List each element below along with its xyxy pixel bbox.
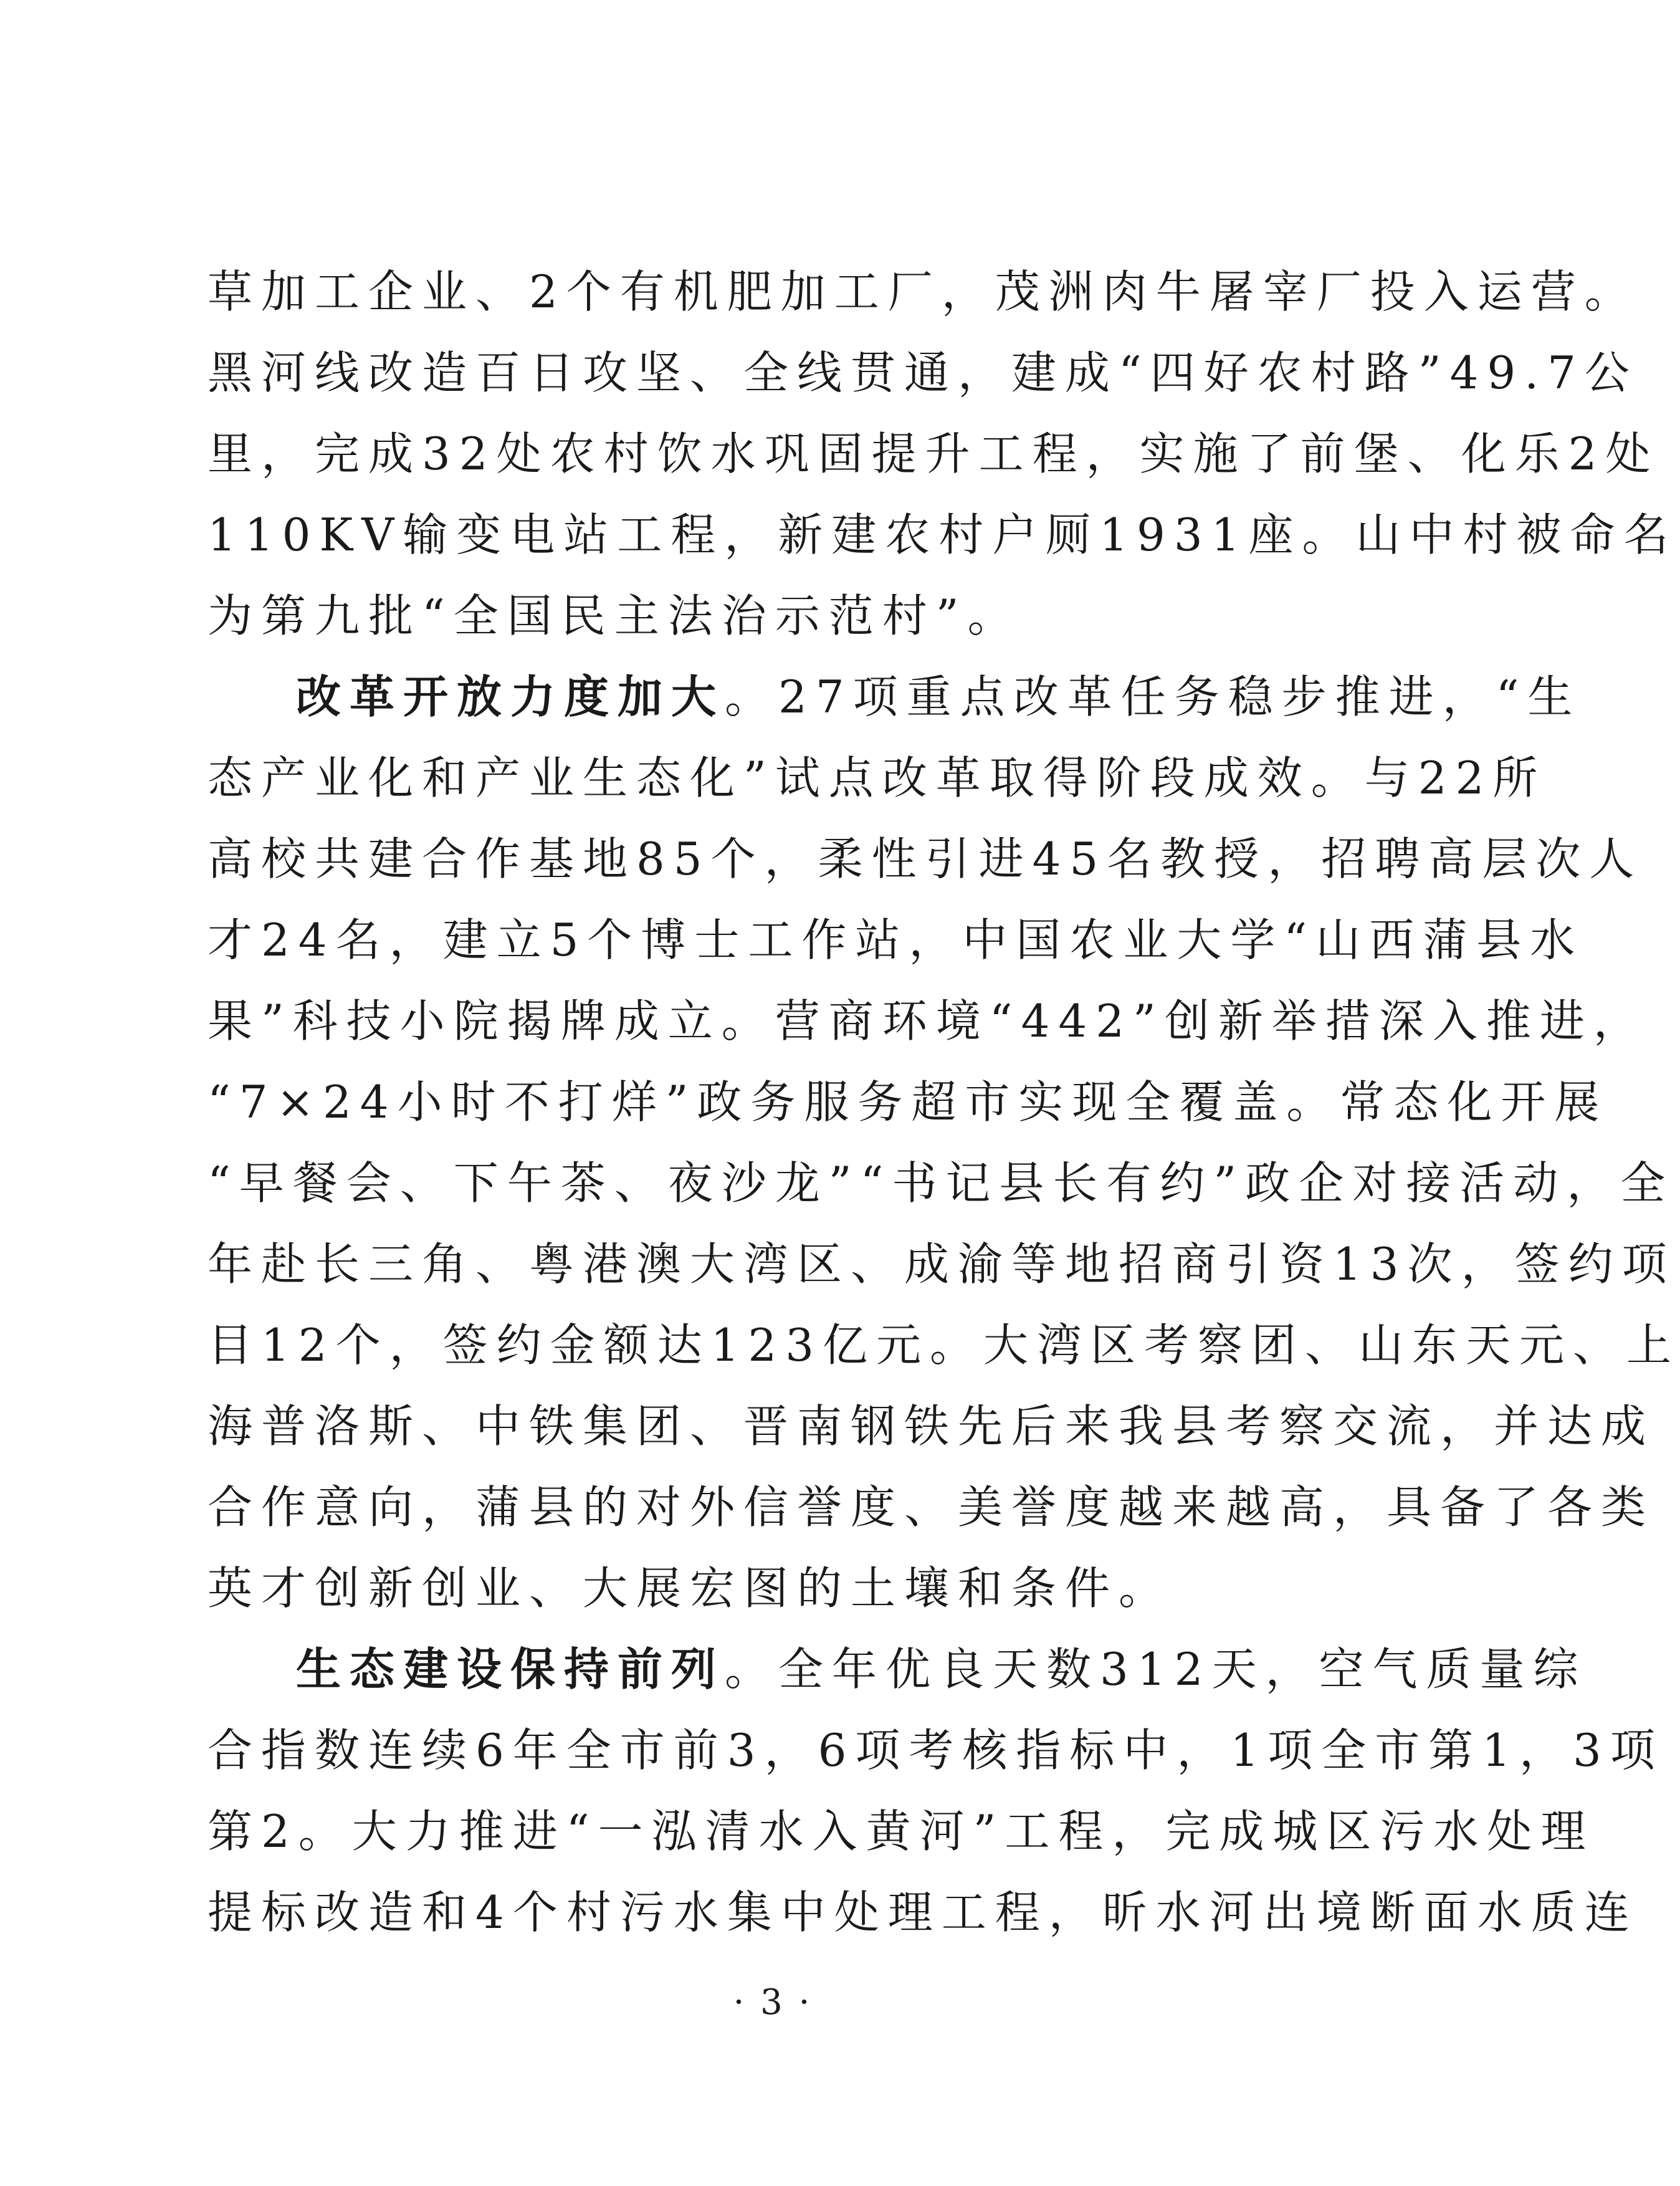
paragraph-1-line-1: 草加工企业、2个有机肥加工厂，茂洲肉牛屠宰厂投入运营。: [208, 266, 1638, 318]
paragraph-3-line-1: [296, 1642, 1587, 1697]
paragraph-2-line-4: 才24名，建立5个博士工作站，中国农业大学“山西蒲县水: [208, 914, 1584, 966]
paragraph-1-line-2: 黑河线改造百日攻坚、全线贯通，建成“四好农村路”49.7公: [208, 347, 1638, 399]
page-number: · 3 ·: [733, 1982, 813, 2023]
paragraph-2-line-2: 态产业化和产业生态化”试点改革取得阶段成效。与22所: [208, 752, 1547, 804]
paragraph-2-line-5: 果”科技小院揭牌成立。营商环境“442”创新举措深入推进，: [208, 995, 1647, 1047]
paragraph-2-line-12: 英才创新创业、大展宏图的土壤和条件。: [208, 1562, 1173, 1614]
paragraph-2-line-6: “7×24小时不打烊”政务服务超市实现全覆盖。常态化开展: [208, 1076, 1608, 1128]
paragraph-3-line-3: 第2。大力推进“一泓清水入黄河”工程，完成城区污水处理: [208, 1805, 1595, 1858]
paragraph-2-line-7: “早餐会、下午茶、夜沙龙”“书记县长有约”政企对接活动，全: [208, 1157, 1674, 1209]
paragraph-2-line-11: 合作意向，蒲县的对外信誉度、美誉度越来越高，具备了各类: [208, 1481, 1655, 1533]
paragraph-2-line-1-text: 。27项重点改革任务稳步推进，“生: [725, 671, 1582, 723]
paragraph-2-line-3: 高校共建合作基地85个，柔性引进45名教授，招聘高层次人: [208, 833, 1643, 885]
paragraph-2-heading: 改革开放力度加大: [296, 670, 725, 723]
paragraph-2-line-8: 年赴长三角、粤港澳大湾区、成渝等地招商引资13次，签约项: [208, 1238, 1676, 1290]
paragraph-3-line-1-text: 。全年优良天数312天，空气质量综: [725, 1643, 1587, 1695]
paragraph-2-line-10: 海普洛斯、中铁集团、晋南钢铁先后来我县考察交流，并达成: [208, 1400, 1655, 1452]
paragraph-1-line-4: 110KV输变电站工程，新建农村户厕1931座。山中村被命名: [208, 509, 1678, 561]
paragraph-3-line-2: 合指数连续6年全市前3，6项考核指标中，1项全市第1，3项: [208, 1724, 1664, 1776]
paragraph-3-line-4: 提标改造和4个村污水集中处理工程，昕水河出境断面水质连: [208, 1886, 1638, 1939]
paragraph-1-line-5: 为第九批“全国民主法治示范村”。: [208, 590, 1021, 642]
paragraph-3-heading: 生态建设保持前列: [296, 1642, 725, 1695]
paragraph-2-line-9: 目12个，签约金额达123亿元。大湾区考察团、山东天元、上: [208, 1319, 1680, 1371]
paragraph-2-line-1: [296, 670, 1582, 724]
paragraph-1-line-3: 里，完成32处农村饮水巩固提升工程，实施了前堡、化乐2处: [208, 428, 1659, 480]
